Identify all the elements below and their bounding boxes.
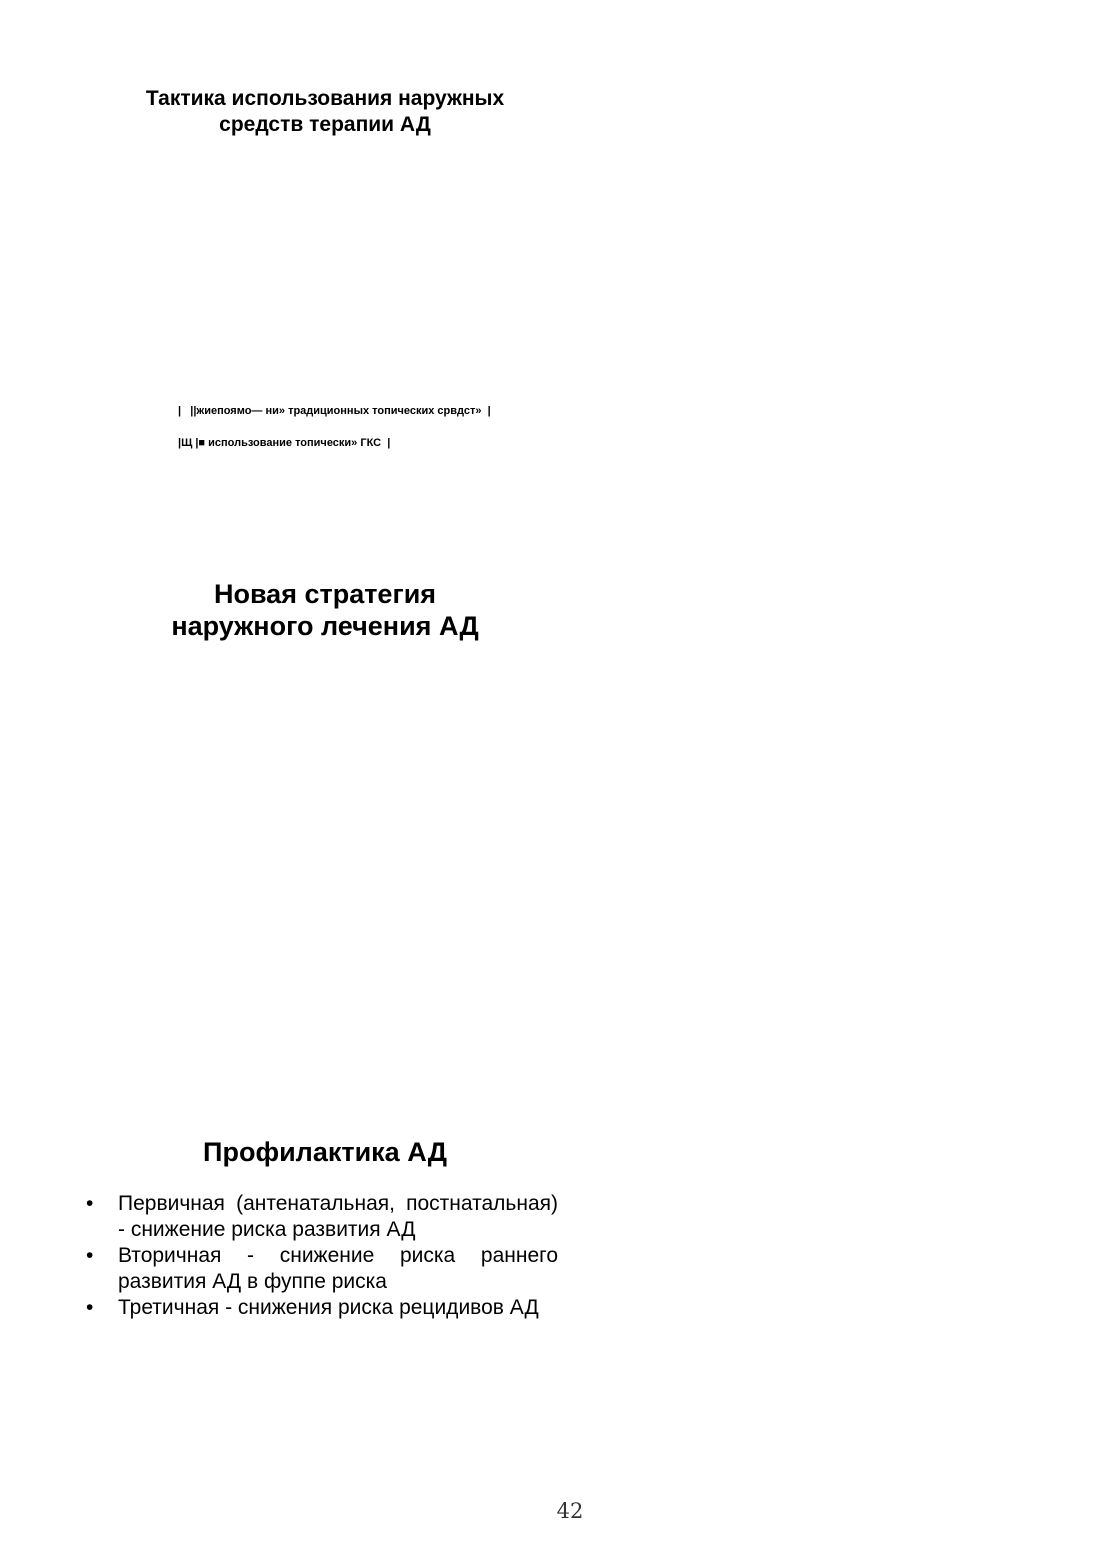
list-item	[86, 1243, 558, 1295]
slide-3-title: Профилактика АД	[203, 1137, 447, 1167]
bullet-icon: •	[86, 1296, 94, 1319]
list-item	[86, 1191, 558, 1243]
bullet-icon: •	[86, 1192, 94, 1215]
slide-1-title-line-2: средств терапии АД	[219, 113, 431, 136]
slide-2-title-line-2: наружного лечения АД	[171, 611, 479, 641]
list-item-text: Первичная (антенатальная, постнатальная) - снижение риска развития АД	[118, 1192, 558, 1241]
legend-item-traditional: | ||жиепоямо— ни» традиционных топических срвдст» |	[178, 405, 491, 417]
legend-item-topical-gcs: |Щ |■ использование топически» ГКС |	[178, 437, 391, 449]
slide-1-title-line-1: Тактика использования наружных	[145, 87, 505, 110]
slide-1-title	[110, 86, 540, 138]
list-item	[86, 1295, 558, 1321]
bullet-icon: •	[86, 1244, 94, 1267]
list-item-text: Третичная - снижения риска рецидивов АД	[118, 1296, 539, 1319]
prevention-list	[86, 1191, 558, 1321]
slide-2-title-line-1: Новая стратегия	[213, 579, 437, 609]
slide-2-title	[110, 578, 540, 642]
page-number: 42	[556, 1499, 584, 1523]
list-item-text: Вторичная - снижение риска раннего развития АД в фуппе риска	[118, 1244, 558, 1293]
